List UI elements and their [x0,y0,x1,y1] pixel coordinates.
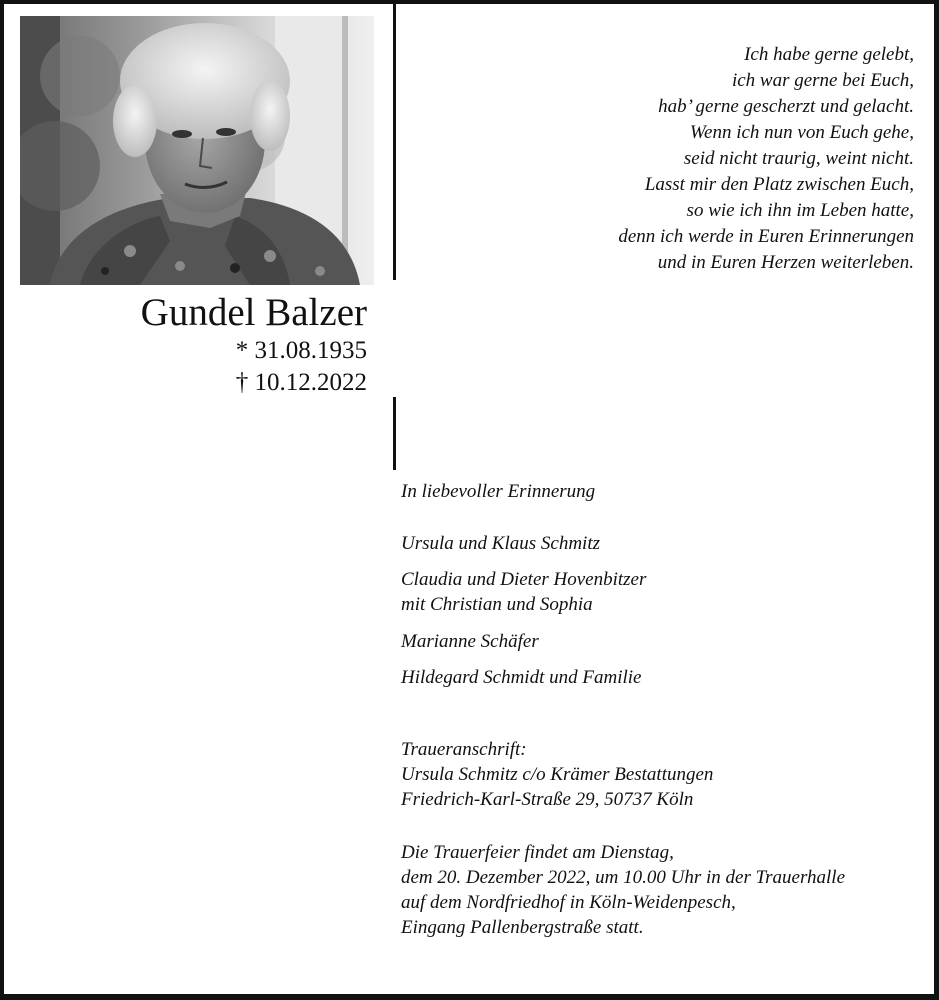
address-line: Friedrich-Karl-Straße 29, 50737 Köln [401,789,694,810]
mourner-line: mit Christian und Sophia [401,594,593,615]
mourners-intro: In liebevoller Erinnerung [401,481,596,502]
poem-line: und in Euren Herzen weiterleben. [657,252,914,273]
ceremony-line: Die Trauerfeier findet am Dienstag, [401,842,674,863]
poem-line: Ich habe gerne gelebt, [744,44,914,65]
poem-line: Lasst mir den Platz zwischen Euch, [644,174,914,195]
death-date: † 10.12.2022 [235,369,367,396]
mourner-line: Hildegard Schmidt und Familie [401,667,642,688]
mourner-line: Marianne Schäfer [401,631,539,652]
deceased-name: Gundel Balzer [140,291,367,334]
portrait-photo [20,16,374,285]
poem-line: ich war gerne bei Euch, [731,70,914,91]
poem-line: so wie ich ihn im Leben hatte, [686,200,914,221]
ceremony-line: Eingang Pallenbergstraße statt. [401,917,644,938]
address-line: Ursula Schmitz c/o Krämer Bestattungen [401,764,714,785]
poem [618,42,914,276]
birth-date: * 31.08.1935 [235,337,367,364]
ceremony-line: auf dem Nordfriedhof in Köln-Weidenpesch, [401,892,736,913]
portrait-icon [20,16,374,285]
mourner-line: Claudia und Dieter Hovenbitzer [401,569,647,590]
mourner-line: Ursula und Klaus Schmitz [401,533,600,554]
poem-line: seid nicht traurig, weint nicht. [683,148,914,169]
poem-line: hab’ gerne gescherzt und gelacht. [658,96,914,117]
ceremony-line: dem 20. Dezember 2022, um 10.00 Uhr in der Trauerhalle [401,867,846,888]
upper-divider-line [393,4,396,280]
poem-line: Wenn ich nun von Euch gehe, [689,122,914,143]
lower-divider-line [393,397,396,470]
address-label: Traueranschrift: [401,739,527,760]
poem-line: denn ich werde in Euren Erinnerungen [618,226,914,247]
